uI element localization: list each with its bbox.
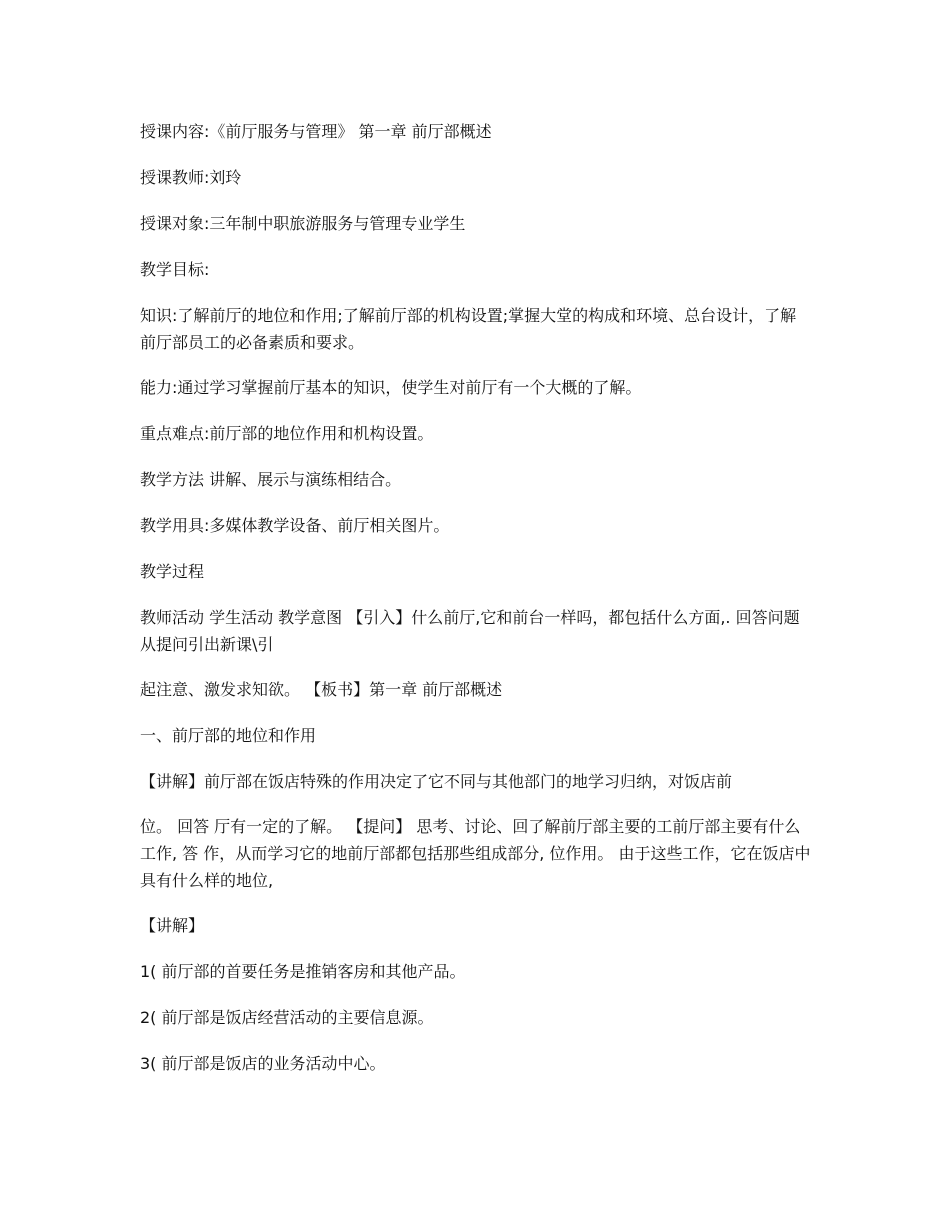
section-heading-status-role: 一、前厅部的地位和作用 [140,726,317,745]
explanation-label: 【讲解】 [140,916,205,935]
objectives-heading: 教学目标: [140,260,210,279]
teaching-tools-line: 教学用具:多媒体教学设备、前厅相关图片。 [140,516,450,535]
key-points-line: 重点难点:前厅部的地位作用和机构设置。 [140,424,434,443]
audience-line: 授课对象:三年制中职旅游服务与管理专业学生 [140,214,466,233]
document-body [140,118,812,1096]
list-item-1: 1( 前厅部的首要任务是推销客房和其他产品。 [140,962,466,981]
list-item-3: 3( 前厅部是饭店的业务活动中心。 [140,1054,386,1073]
lesson-content-line: 授课内容:《前厅服务与管理》 第一章 前厅部概述 [140,122,492,141]
ability-objective: 能力:通过学习掌握前厅基本的知识，使学生对前厅有一个大概的了解。 [140,378,642,397]
knowledge-objective: 知识:了解前厅的地位和作用;了解前厅部的机构设置;掌握大堂的构成和环境、总台设计，了解前厅部员工的必备素质和要求。 [140,306,797,352]
process-intro-paragraph: 教师活动 学生活动 教学意图 【引入】什么前厅,它和前台一样吗，都包括什么方面,. 回答问题 从提问引出新课\引 [140,608,805,654]
process-board-line: 起注意、激发求知欲。 【板书】第一章 前厅部概述 [140,680,503,699]
teaching-process-heading: 教学过程 [140,562,205,581]
list-item-2: 2( 前厅部是饭店经营活动的主要信息源。 [140,1008,434,1027]
teaching-method-line: 教学方法 讲解、展示与演练相结合。 [140,470,402,489]
teacher-line: 授课教师:刘玲 [140,168,242,187]
explanation-paragraph: 【讲解】前厅部在饭店特殊的作用决定了它不同与其他部门的地学习归纳，对饭店前 [140,772,733,791]
question-paragraph: 位。 回答 厅有一定的了解。 【提问】 思考、讨论、回了解前厅部主要的工前厅部主要有什么工作, 答 作，从而学习它的地前厅部都包括那些组成部分, 位作用。 由于这些工作，它在饭店中具有什么样的地位, [140,817,811,890]
